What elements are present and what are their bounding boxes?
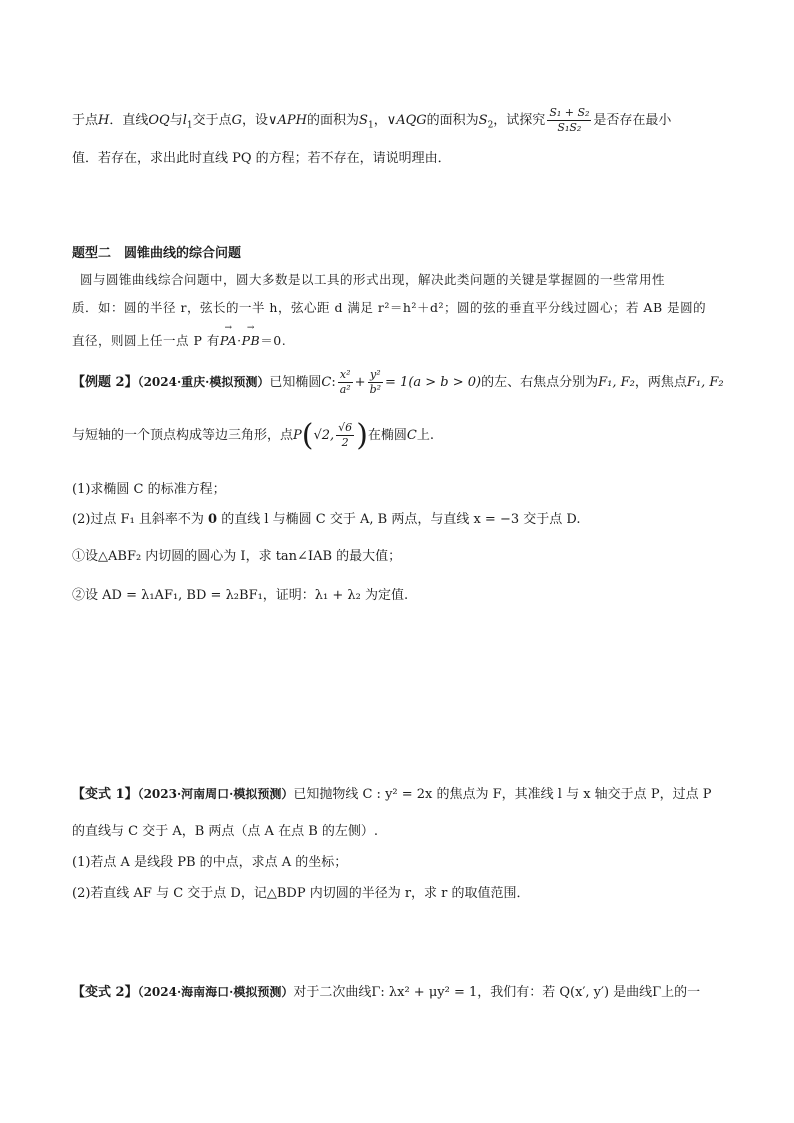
section-title-text: 题型二 圆锥曲线的综合问题 bbox=[72, 246, 242, 261]
math: F₁, F₂ bbox=[598, 375, 635, 390]
text: ，试探究 bbox=[493, 113, 546, 128]
fraction bbox=[338, 368, 353, 397]
example-2-line-1 bbox=[72, 368, 724, 397]
text: ，两焦点 bbox=[634, 375, 687, 390]
text: 是否存在最小 bbox=[593, 113, 672, 128]
example-2-q2 bbox=[72, 508, 580, 527]
text: ①设△ABF₂ 内切圆的圆心为 I，求 tan∠IAB 的最大值； bbox=[72, 549, 402, 564]
source-tag: （2024·海南海口·模拟预测） bbox=[137, 985, 294, 999]
text: 与短轴的一个顶点构成等边三角形，点 bbox=[72, 428, 294, 443]
text: 交于点 bbox=[192, 113, 232, 128]
text: · bbox=[237, 333, 242, 348]
frac-den: S₁S₂ bbox=[557, 121, 582, 134]
text-line-1 bbox=[72, 106, 671, 135]
frac-den: 2 bbox=[341, 436, 349, 449]
variant-tag: 【变式 1】 bbox=[72, 787, 138, 802]
math: APH bbox=[277, 113, 308, 128]
text: 的直线与 C 交于 A，B 两点（点 A 在点 B 的左侧）. bbox=[72, 824, 379, 839]
fraction bbox=[336, 421, 354, 450]
math: OQ bbox=[148, 113, 170, 128]
example-2-line-2 bbox=[72, 418, 434, 453]
intro-line-3 bbox=[72, 331, 286, 349]
frac-den: b² bbox=[369, 383, 382, 396]
source-tag: （2023·河南周口·模拟预测） bbox=[137, 787, 294, 801]
sub: 2 bbox=[487, 120, 494, 131]
text: ＝0. bbox=[260, 333, 287, 348]
sub: 1 bbox=[186, 120, 193, 131]
variant-1-q2 bbox=[72, 882, 530, 901]
math: √2, bbox=[313, 428, 335, 443]
example-2-q3 bbox=[72, 545, 401, 564]
vector-pa: → PA bbox=[220, 333, 237, 348]
text-line-2 bbox=[72, 147, 451, 166]
text: 于点 bbox=[72, 113, 99, 128]
text: 的直线 l 与椭圆 C 交于 A, B 两点，与直线 x = −3 交于点 D. bbox=[217, 512, 581, 527]
text: ，设∨ bbox=[242, 113, 278, 128]
variant-1-line-2 bbox=[72, 820, 378, 839]
math: S bbox=[359, 113, 368, 128]
text: + bbox=[354, 375, 366, 390]
math: P bbox=[293, 428, 302, 443]
example-tag: 【例题 2】 bbox=[72, 375, 138, 390]
math: F₁, F₂ bbox=[686, 375, 724, 390]
frac-num: x² bbox=[338, 368, 353, 383]
variant-1-line-1 bbox=[72, 783, 711, 802]
variant-1-q1 bbox=[72, 851, 347, 870]
text: 已知椭圆 bbox=[269, 375, 322, 390]
text: 对于二次曲线Γ: λx² + μy² = 1，我们有：若 Q(x′, y′) 是曲线Γ上的一 bbox=[293, 985, 701, 1000]
math: G bbox=[231, 113, 243, 128]
text: 直径，则圆上任一点 P 有 bbox=[72, 333, 220, 348]
math: C bbox=[406, 428, 417, 443]
text: 已知抛物线 C : y² = 2x 的焦点为 F，其准线 l 与 x 轴交于点 P，过点 P bbox=[293, 787, 712, 802]
math: AQG bbox=[396, 113, 427, 128]
frac-den: a² bbox=[339, 383, 351, 396]
variant-tag: 【变式 2】 bbox=[72, 985, 138, 1000]
text: 的左、右焦点分别为 bbox=[481, 375, 599, 390]
text: 值．若存在，求出此时直线 PQ 的方程；若不存在，请说明理由． bbox=[72, 151, 451, 166]
source-tag: （2024·重庆·模拟预测） bbox=[137, 375, 270, 389]
math: H bbox=[98, 113, 110, 128]
fraction bbox=[547, 106, 591, 135]
math: l bbox=[182, 113, 187, 128]
text: 上. bbox=[416, 428, 435, 443]
example-2-q4 bbox=[72, 584, 408, 603]
text: (2)过点 F₁ 且斜率不为 bbox=[72, 512, 209, 527]
paren-left: ( bbox=[301, 418, 314, 453]
section-title bbox=[72, 242, 241, 261]
intro-line-2 bbox=[72, 298, 706, 316]
text: (2)若直线 AF 与 C 交于点 D，记△BDP 内切圆的半径为 r，求 r 的取值范围． bbox=[72, 886, 530, 901]
math: C bbox=[321, 375, 332, 390]
text: 0 bbox=[208, 512, 218, 527]
frac-num: √6 bbox=[338, 421, 353, 434]
paren-right: ) bbox=[356, 418, 368, 453]
text: 质．如：圆的半径 r，弦长的一半 h，弦心距 d 满足 r²＝h²＋d²；圆的弦的垂直平分线过圆心；若 AB 是圆的 bbox=[72, 300, 707, 315]
text: (1)若点 A 是线段 PB 的中点，求点 A 的坐标； bbox=[72, 855, 348, 870]
fraction bbox=[368, 368, 383, 397]
text: 的面积为 bbox=[307, 113, 360, 128]
text: 在椭圆 bbox=[367, 428, 407, 443]
frac-num: y² bbox=[368, 368, 383, 383]
text: ．直线 bbox=[109, 113, 149, 128]
vector-pb: → PB bbox=[242, 333, 261, 348]
example-2-q1 bbox=[72, 478, 226, 497]
sub: 1 bbox=[367, 120, 374, 131]
text: ②设 AD = λ₁AF₁, BD = λ₂BF₁，证明：λ₁ + λ₂ 为定值. bbox=[72, 588, 409, 603]
text: : bbox=[331, 375, 336, 390]
variant-2-line-1 bbox=[72, 981, 700, 1000]
text: 的面积为 bbox=[426, 113, 479, 128]
math: S bbox=[478, 113, 488, 128]
text: 圆与圆锥曲线综合问题中，圆大多数是以工具的形式出现，解决此类问题的关键是掌握圆的一些常用性 bbox=[80, 272, 666, 287]
math: = 1(a > b > 0) bbox=[385, 375, 482, 390]
frac-num: S₁ + S₂ bbox=[549, 106, 590, 119]
text: ，∨ bbox=[373, 113, 397, 128]
text: (1)求椭圆 C 的标准方程； bbox=[72, 482, 226, 497]
text: 与 bbox=[169, 113, 183, 128]
intro-line-1 bbox=[80, 270, 665, 288]
